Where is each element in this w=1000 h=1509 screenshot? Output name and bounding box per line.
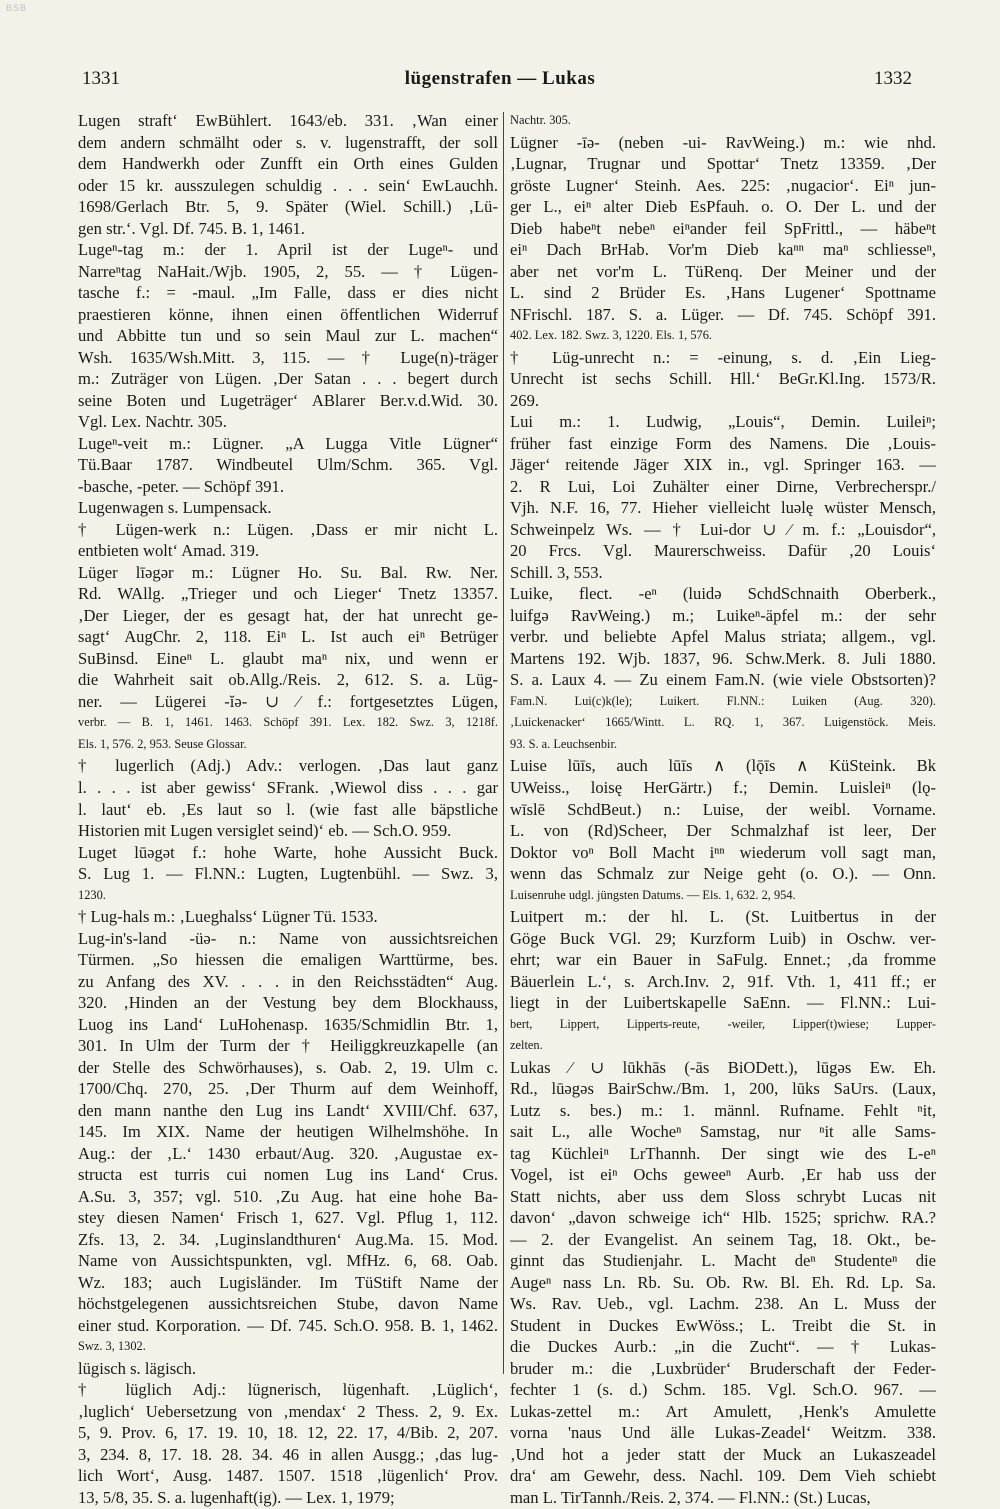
text-line: † lüglich Adj.: lügnerisch, lügenhaft. ‚Lüglich‘, bbox=[78, 1380, 498, 1400]
library-watermark: BSB bbox=[6, 3, 28, 13]
text-line: Nachtr. 305. bbox=[510, 113, 571, 127]
text-line: dem Handwerkh oder Zunfft ein Orth eines Gulden bbox=[78, 154, 498, 174]
text-line: † Lug-hals m.: ‚Lueghalss‘ Lügner Tü. 1533. bbox=[78, 907, 378, 927]
text-line: wenn das Schmalz zur Neige geht (o. O.). — Onn. bbox=[510, 864, 936, 884]
text-line: höchstgelegenen aussichtsreichen Stube, davon Name bbox=[78, 1294, 498, 1314]
text-line: Lüger līəgər m.: Lügner Ho. Su. Bal. Rw. Ner. bbox=[78, 562, 498, 582]
text-line: L. von (Rd)Scheer, Der Schmalzhaf ist leer, Der bbox=[510, 821, 936, 841]
text-line: die Wahrheit sait ob.Allg./Reis. 2, 612. S. a. Lüg- bbox=[78, 670, 498, 690]
text-line: verbr. — B. 1, 1461. 1463. Schöpf 391. Lex. 182. Swz. 3, 1218f. bbox=[78, 715, 498, 730]
text-line: Vjh. N.F. 16, 77. Hieher vielleicht luəlę wüster Mensch, bbox=[510, 498, 936, 518]
text-line: A.Su. 3, 357; vgl. 510. ‚Zu Aug. hat eine hohe Ba- bbox=[78, 1186, 498, 1206]
text-line: den mann nanthe den Lug ins Landt‘ XVIII/Chf. 637, bbox=[78, 1100, 498, 1120]
text-line: 2. R Lui, Loi Zuhälter einer Dirne, Verbrecherspr./ bbox=[510, 476, 936, 496]
text-line: davon‘ „davon schweige ich“ Hlb. 1525; sprichw. RA.? bbox=[510, 1208, 936, 1228]
text-line: Swz. 3, 1302. bbox=[78, 1339, 146, 1354]
text-line: Statt nichts, aber uss dem Sloss schrybt Lucas nit bbox=[510, 1186, 936, 1206]
page-number-left: 1331 bbox=[82, 68, 120, 89]
text-line: zu Anfang des XV. . . . in den Reichsstädten“ Aug. bbox=[78, 971, 498, 991]
text-line: Wz. 183; auch Lugisländer. Im TüStift Name der bbox=[78, 1272, 498, 1292]
text-line: ‚Luickenacker‘ 1665/Wintt. L. RQ. 1, 367. Luigenstöck. Meis. bbox=[510, 715, 936, 730]
text-line: die Duckes Aurb.: „in die Zucht“. — † Lukas- bbox=[510, 1337, 936, 1357]
text-line: 145. Im XIX. Name der heutigen Wilhelmshöhe. In bbox=[78, 1122, 498, 1142]
text-line: l. laut‘ eb. ‚Es laut so l. (wie fast alle bäpstliche bbox=[78, 799, 498, 819]
text-line: Göge Buck VGl. 29; Kurzform Luib) in Oschw. ver- bbox=[510, 928, 936, 948]
text-line: 3, 234. 8, 17. 18. 28. 34. 46 in allen Ausgg.; ‚das lug- bbox=[78, 1444, 498, 1464]
text-line: Lugeⁿ-veit m.: Lügner. „A Lugga Vitle Lügner“ bbox=[78, 433, 498, 453]
text-line: früher fast einzige Form des Namens. Die ‚Louis- bbox=[510, 433, 936, 453]
text-line: -basche, -peter. — Schöpf 391. bbox=[78, 476, 284, 496]
text-line: † lugerlich (Adj.) Adv.: verlogen. ‚Das laut ganz bbox=[78, 756, 498, 776]
text-line: Ws. Rav. Ueb., vgl. Lachm. 238. An L. Muss der bbox=[510, 1294, 936, 1314]
text-line: lich Wort‘, Ausg. 1487. 1507. 1518 ‚lügenlich‘ Prov. bbox=[78, 1466, 498, 1486]
text-line: NFrischl. 187. S. a. Lüger. — Df. 745. Schöpf 391. bbox=[510, 304, 936, 324]
text-line: 5, 9. Prov. 6, 17. 19. 10, 18. 12, 22. 17, 4/Bib. 2, 207. bbox=[78, 1423, 498, 1443]
text-line: dem andern schmälht oder s. v. lugenstrafft, der soll bbox=[78, 132, 498, 152]
text-line: ner. — Lügerei -ĭə- ∪ ∕ f.: fortgesetztes Lügen, bbox=[78, 691, 498, 711]
text-line: 93. S. a. Leuchsenbir. bbox=[510, 736, 618, 751]
text-line: 320. ‚Hinden an der Vestung bey dem Blockhauss, bbox=[78, 993, 498, 1013]
text-line: Fam.N. Lui(c)k(le); Luikert. Fl.NN.: Luiken (Aug. 320). bbox=[510, 693, 936, 708]
text-line: liegt in der Luibertskapelle SaEnn. — Fl.NN.: Lui- bbox=[510, 993, 936, 1013]
text-line: Unrecht ist sechs Schill. Hll.‘ BeGr.Kl.Ing. 1573/R. bbox=[510, 369, 936, 389]
text-line: 402. Lex. 182. Swz. 3, 1220. Els. 1, 576. bbox=[510, 328, 713, 343]
text-line: Luise lūīs, auch lūīs ∧ (lǭīs ∧ KüSteink. Bk bbox=[510, 756, 936, 776]
text-line: sait L., alle Wocheⁿ Samstag, nur ⁿit alle Sams- bbox=[510, 1122, 936, 1142]
text-line: Vogel, ist eiⁿ Ochs geweeⁿ Aurb. ‚Er hab uss der bbox=[510, 1165, 936, 1185]
text-line: S. Lug 1. — Fl.NN.: Lugten, Lugtenbühl. — Swz. 3, bbox=[78, 864, 498, 884]
text-line: stey diesen Namen‘ Frisch 1, 627. Vgl. Pflug 1, 112. bbox=[78, 1208, 498, 1228]
text-line: Lügner -īə- (neben -ui- RavWeing.) m.: wie nhd. bbox=[510, 132, 936, 152]
text-line: Lukas ∕ ∪ lūkhās (-ās BiODett.), lūgəs Ew. Eh. bbox=[510, 1057, 936, 1077]
text-line: S. a. Laux 4. — Zu einem Fam.N. (wie viele Obstsorten)? bbox=[510, 670, 936, 690]
text-line: man L. TirTannh./Reis. 2, 374. — Fl.NN.: (St.) Lucas, bbox=[510, 1488, 871, 1507]
text-line: gröste Lugner‘ Steinh. Aes. 225: ‚nugacior‘. Eiⁿ jun- bbox=[510, 175, 936, 195]
text-line: Rd., lūəgəs BairSchw./Bm. 1, 200, lūks SaUrs. (Laux, bbox=[510, 1079, 936, 1099]
text-line: gen str.‘. Vgl. Df. 745. B. 1, 1461. bbox=[78, 218, 305, 238]
text-line: eiⁿ Dach BrHab. Vor'm Dieb kaⁿⁿ maⁿ schliesseⁿ, bbox=[510, 240, 936, 260]
text-line: 1230. bbox=[78, 887, 106, 902]
text-line: verbr. und beliebte Apfel Malus striata; allgem., vgl. bbox=[510, 627, 936, 647]
text-line: 20 Frcs. Vgl. Maurerschweiss. Dafür ‚20 Louis‘ bbox=[510, 541, 936, 561]
text-line: Tü.Baar 1787. Windbeutel Ulm/Schm. 365. Vgl. bbox=[78, 455, 498, 475]
text-line: Rd. WAllg. „Trieger und och Lieger‘ Tnetz 13357. bbox=[78, 584, 498, 604]
text-line: ‚Der Lieger, der es gesagt hat, der hat unrecht ge- bbox=[78, 605, 498, 625]
text-line: Aug.: der ‚L.‘ 1430 erbaut/Aug. 320. ‚Augustae ex- bbox=[78, 1143, 498, 1163]
text-line: Zfs. 13, 2. 34. ‚Luginslandthuren‘ Aug.Ma. 15. Mod. bbox=[78, 1229, 498, 1249]
text-line: Narreⁿtag NaHait./Wjb. 1905, 2, 55. — † Lügen- bbox=[78, 261, 498, 281]
left-column bbox=[78, 110, 498, 1509]
text-line: Vgl. Lex. Nachtr. 305. bbox=[78, 412, 227, 432]
text-line: Lugen straft‘ EwBühlert. 1643/eb. 331. ‚Wan einer bbox=[78, 111, 498, 130]
text-line: zelten. bbox=[510, 1038, 543, 1053]
text-line: oder 15 kr. ausszulegen schuldig . . . sein‘ EwLauchh. bbox=[78, 175, 498, 195]
text-line: Luitpert m.: der hl. L. (St. Luitbertus in der bbox=[510, 907, 936, 927]
text-line: einer stud. Korporation. — Df. 745. Sch.O. 958. B. 1, 1462. bbox=[78, 1315, 498, 1335]
text-line: Name von Aussichtspunkten, vgl. MfHz. 6, 68. Oab. bbox=[78, 1251, 498, 1271]
column-divider bbox=[503, 112, 504, 1374]
text-line: Dieb habeⁿt nebeⁿ eiⁿander feil SpFrittl., — häbeⁿt bbox=[510, 218, 936, 238]
text-line: Lui m.: 1. Ludwig, „Louis“, Demin. Luileiⁿ; bbox=[510, 412, 936, 432]
text-line: Lukas-zettel m.: Art Amulett, ‚Henk's Amulette bbox=[510, 1401, 936, 1421]
text-line: Els. 1, 576. 2, 953. Seuse Glossar. bbox=[78, 736, 247, 751]
text-line: Luget lūəgət f.: hohe Warte, hohe Aussicht Buck. bbox=[78, 842, 498, 862]
text-line: ehrt; war ein Bauer in SaFulg. Ennet.; ‚da fromme bbox=[510, 950, 936, 970]
running-head: lügenstrafen — Lukas bbox=[404, 68, 596, 89]
text-line: structa est turris cui nomen Lug ins Land‘ Crus. bbox=[78, 1165, 498, 1185]
text-line: † Lüg-unrecht n.: = -einung, s. d. ‚Ein Lieg- bbox=[510, 347, 936, 367]
text-line: Martens 192. Wjb. 1837, 96. Schw.Merk. 8. Juli 1880. bbox=[510, 648, 936, 668]
text-line: Schill. 3, 553. bbox=[510, 562, 603, 582]
text-line: seine Boten und Lugeträger‘ ABlarer Ber.v.d.Wid. 30. bbox=[78, 390, 498, 410]
text-line: ger L., eiⁿ alter Dieb EsPfauh. o. O. Der L. und der bbox=[510, 197, 936, 217]
text-line: Türmen. „So hiessen die emaligen Warttürme, bes. bbox=[78, 950, 498, 970]
text-line: bert, Lippert, Lipperts-reute, -weiler, Lipper(t)wiese; Lupper- bbox=[510, 1016, 936, 1031]
text-line: SuBinsd. Eineⁿ L. glaubt maⁿ nix, und wenn er bbox=[78, 648, 498, 668]
text-line: Wsh. 1635/Wsh.Mitt. 3, 115. — † Luge(n)-träger bbox=[78, 347, 498, 367]
text-line: wīslē SchdBeut.) n.: Luise, der weibl. Vorname. bbox=[510, 799, 936, 819]
text-line: m.: Zuträger von Lügen. ‚Der Satan . . . begert durch bbox=[78, 369, 498, 389]
text-line: Augeⁿ nass Ln. Rb. Su. Ob. Rw. Bl. Eh. Rd. Lp. Sa. bbox=[510, 1272, 936, 1292]
right-column bbox=[510, 110, 936, 1509]
text-line: L. sind 2 Brüder Es. ‚Hans Lugener‘ Spottname bbox=[510, 283, 936, 303]
text-line: Lutz s. bes.) m.: 1. männl. Rufname. Fehlt ⁿit, bbox=[510, 1100, 936, 1120]
text-line: Student in Duckes EwWöss.; L. Treibt die St. in bbox=[510, 1315, 936, 1335]
text-line: der Stelle des Schwörhauses), s. Oab. 2, 19. Ulm c. bbox=[78, 1057, 498, 1077]
text-line: luifgə RavWeing.) m.; Luikeⁿ-äpfel m.: der sehr bbox=[510, 605, 936, 625]
text-line: — 2. der Evangelist. An seinem Tag, 18. Okt., be- bbox=[510, 1229, 936, 1249]
text-line: ginnt das Studienjahr. L. Macht deⁿ Studenteⁿ die bbox=[510, 1251, 936, 1271]
text-line: lügisch s. lägisch. bbox=[78, 1358, 196, 1378]
text-line: Luisenruhe udgl. jüngsten Datums. — Els. 1, 632. 2, 954. bbox=[510, 887, 796, 902]
text-line: Historien mit Lugen versiglet seind)‘ eb. — Sch.O. 959. bbox=[78, 821, 452, 841]
text-line: l. . . . ist aber gewiss‘ SFrank. ‚Wiewol diss . . . gar bbox=[78, 777, 498, 797]
text-line: Luog ins Land‘ LuHohenasp. 1635/Schmidlin Btr. 1, bbox=[78, 1014, 498, 1034]
text-line: 1700/Chq. 270, 25. ‚Der Thurm auf dem Weinhoff, bbox=[78, 1079, 498, 1099]
text-line: tasche f.: = -maul. „Im Falle, dass er dies nicht bbox=[78, 283, 498, 303]
text-line: Jäger‘ reitende Jäger XIX in., vgl. Springer 163. — bbox=[510, 455, 936, 475]
text-line: dra‘ am Gewehr, dess. Nachl. 109. Dem Vieh schiebt bbox=[510, 1466, 936, 1486]
text-line: 269. bbox=[510, 390, 540, 410]
text-line: sagt‘ AugChr. 2, 118. Eiⁿ L. Ist auch eiⁿ Betrüger bbox=[78, 627, 498, 647]
text-line: Doktor voⁿ Boll Macht iⁿⁿ wiederum voll sagt man, bbox=[510, 842, 936, 862]
text-line: Luike, flect. -eⁿ (luidə SchdSchnaith Oberberk., bbox=[510, 584, 936, 604]
text-line: und Abbitte tun und so sein Maul zur L. machen“ bbox=[78, 326, 498, 346]
text-line: Lug-in's-land -üə- n.: Name von aussichtsreichen bbox=[78, 928, 498, 948]
text-line: UWeiss., loisę HerGärtr.) f.; Demin. Luisleiⁿ (lǫ- bbox=[510, 777, 936, 797]
text-line: ‚Und hot a jeder statt der Muck an Lukaszeadel bbox=[510, 1444, 936, 1464]
text-line: Schweinpelz Ws. — † Lui-dor ∪ ∕ m. f.: „Louisdor“, bbox=[510, 519, 936, 539]
text-line: 13, 5/8, 35. S. a. lugenhaft(ig). — Lex. 1, 1979; bbox=[78, 1488, 395, 1507]
text-line: Bäuerlein L.‘, s. Arch.Inv. 2, 91f. Vth. 1, 411 ff.; er bbox=[510, 971, 936, 991]
text-line: Lugeⁿ-tag m.: der 1. April ist der Lugeⁿ- und bbox=[78, 240, 498, 260]
text-line: fechter 1 (s. d.) Schm. 185. Vgl. Sch.O. 967. — bbox=[510, 1380, 936, 1400]
text-line: tag Küchleiⁿ LrThannh. Der singt wie des L-eⁿ bbox=[510, 1143, 936, 1163]
text-line: bruder m.: die ‚Luxbrüder‘ Bruderschaft der Feder- bbox=[510, 1358, 936, 1378]
text-line: ‚Lugnar, Trugnar und Spottar‘ Tnetz 13359. ‚Der bbox=[510, 154, 936, 174]
text-line: 301. In Ulm der Turm der † Heiliggkreuzkapelle (an bbox=[78, 1036, 498, 1056]
page-number-right: 1332 bbox=[874, 68, 912, 89]
text-line: aber net vor'm L. TüRenq. Der Meiner und der bbox=[510, 261, 936, 281]
text-line: Lugenwagen s. Lumpensack. bbox=[78, 498, 272, 518]
text-line: † Lügen-werk n.: Lügen. ‚Dass er mir nicht L. bbox=[78, 519, 498, 539]
text-line: praestieren könne, ihnen einen öffentlichen Widerruf bbox=[78, 304, 498, 324]
text-line: 1698/Gerlach Btr. 5, 9. Später (Wiel. Schill.) ‚Lü- bbox=[78, 197, 498, 217]
text-line: ‚luglich‘ Uebersetzung von ‚mendax‘ 2 Thess. 2, 9. Ex. bbox=[78, 1401, 498, 1421]
text-line: vorna 'naus Und älle Lukas-Zeadel‘ Weitzm. 338. bbox=[510, 1423, 936, 1443]
text-line: entbieten wolt‘ Amad. 319. bbox=[78, 541, 260, 561]
